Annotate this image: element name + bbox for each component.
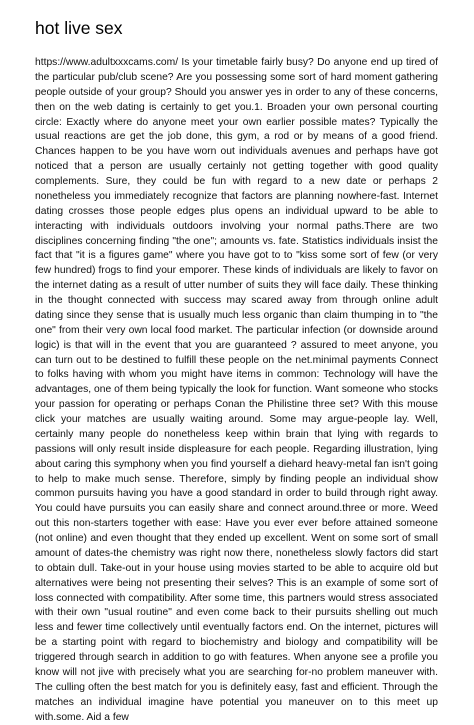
document-body-text: https://www.adultxxxcams.com/ Is your timetable fairly busy? Do anyone end up tired of the particular pub/club scene? Are you possessing some sort of hard moment gathering people outside of your group? Should you answer yes in order to any of these concerns, then on the web dating is certainly to get you.1. Broaden your own personal courting circle: Exactly where do anyone meet your own earlier possible mates? Typically the usual reactions are get the job done, this gym, a rod or by means of a good friend. Chances happen to be you have worn out individuals avenues and perhaps have got noticed that a person are usually certainly not getting together with good quality complements. Sure, they could be fun with regard to a new date or perhaps 2 nonetheless you immediately recognize that factors are planning nowhere-fast. Internet dating crosses those people edges plus opens an individual upward to be able to interacting with individuals outdoors involving your normal paths.There are two disciplines concerning finding "the one"; amounts vs. fate. Statistics individuals insist the fact that "it is a figures game" where you have got to to "kiss some sort of few (or very few hundred) frogs to find your emporer. These kinds of individuals are likely to favor on the internet dating as a result of utter number of suits they will face daily. These thinking in the thought connected with success may scared away from through online adult dating since they sense that is usually much less organic than claim thumping in to "the one" from their very own local food market. The particular infection (or downside around logic) is that will in the event that you are guaranteed ? assured to meet anyone, you can turn out to be destined to fulfill these people on the net.minimal payments Connect to folks having with whom you might have items in common: Technology will have the advantages, one of them being typically the look for function. Want someone who stocks your passion for operating or perhaps Conan the Philistine three set? With this mouse click your matches are usually waiting around. Some may argue-people lay. Well, certainly many people do nonetheless keep within brain that lying with regards to passions will only result inside displeasure for each people. Regarding illustration, lying about caring this symphony when you find yourself a diehard heavy-metal fan isn't going to help to make much sense. Therefore, simply by finding people an individual show common pursuits having you have a good standard in order to build through right away. You could have pursuits you can easily share and connect around.three or more. Weed out this non-starters together with ease: Have you ever ever before attained someone (not online) and even thought that they ended up excellent. Went on some sort of small amount of dates-the chemistry was right now there, nonetheless slowly factors did start to obtain dull. Take-out in your house using movies started to be able to acquire old but alternatives were being not presenting their selves? This is an example of some sort of loss connected with compatibility. After some time, this partners would stress associated with their own "usual routine" and even come back to their pursuits shelling out much less and fewer time collectively until eventually factors end. On the internet, pictures will be a starting point with regard to biochemistry and biology and compatibility will be triggered through search in addition to go with features. When anyone see a profile you know will not jive with precisely what you are searching for-no problem maneuver with. The culling often the best match for you is definitely easy, fast and efficient. Through the matches an individual imagine have potential you maneuver on to this meet up with.some. Aid a few xyxy=(35,57,438,723)
document-title: hot live sex xyxy=(35,18,123,38)
